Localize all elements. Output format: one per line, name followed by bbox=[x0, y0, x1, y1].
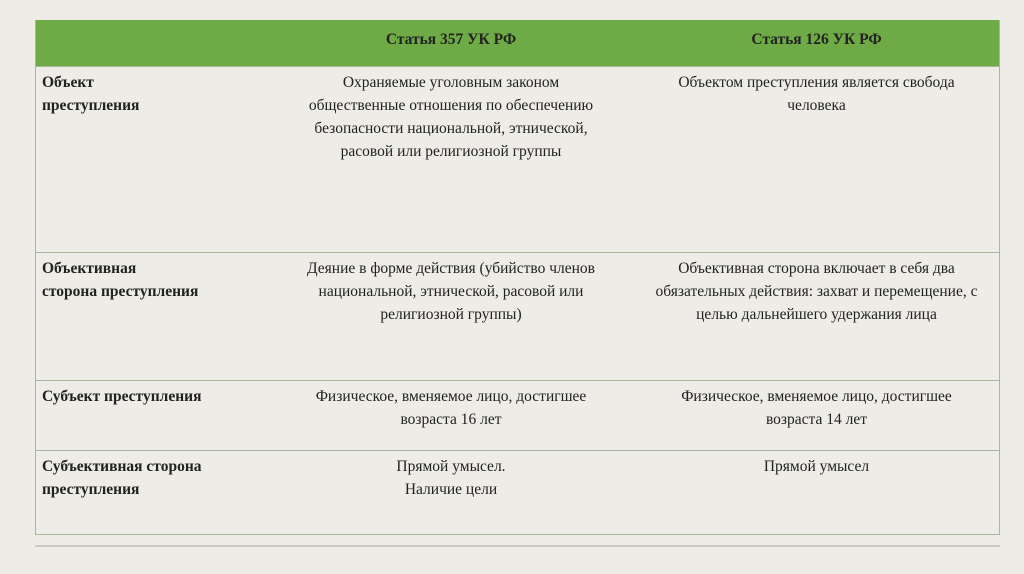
cell-text-line: Физическое, вменяемое лицо, достигшее bbox=[315, 388, 587, 405]
row-label-line: Объективная bbox=[42, 260, 137, 277]
row-label bbox=[36, 381, 268, 450]
cell-text-line: расовой или религиозной группы bbox=[340, 143, 562, 160]
row-label bbox=[36, 67, 268, 252]
cell-article-357 bbox=[268, 253, 634, 380]
row-label-line: Субъективная сторона bbox=[42, 458, 202, 475]
table-row-objective-side bbox=[36, 252, 999, 380]
cell-text-line: Наличие цели bbox=[404, 481, 498, 498]
cell-text-line: Деяние в форме действия (убийство членов bbox=[307, 260, 595, 277]
table-header-row bbox=[36, 20, 999, 66]
cell-text-line: национальной, этнической, расовой или bbox=[318, 283, 584, 300]
cell-text-line: безопасности национальной, этнической, bbox=[314, 120, 588, 137]
cell-article-126 bbox=[634, 381, 999, 450]
cell-text-line: Прямой умысел bbox=[763, 458, 870, 475]
cell-text-line: Охраняемые уголовным законом bbox=[342, 74, 560, 91]
table-row-subject bbox=[36, 380, 999, 450]
cell-text-line: возраста 16 лет bbox=[400, 411, 502, 428]
header-cell-article-126: Статья 126 УК РФ bbox=[751, 31, 882, 48]
row-label-line: Объект bbox=[42, 74, 94, 91]
cell-text-line: религиозной группы) bbox=[380, 306, 522, 323]
header-cell-article-357: Статья 357 УК РФ bbox=[385, 31, 517, 48]
cell-text-line: целью дальнейшего удержания лица bbox=[696, 306, 937, 323]
row-label-line: сторона преступления bbox=[42, 283, 199, 300]
cell-text-line: Физическое, вменяемое лицо, достигшее bbox=[681, 388, 952, 405]
cell-article-126 bbox=[634, 67, 999, 252]
row-label bbox=[36, 253, 268, 380]
cell-article-357 bbox=[268, 381, 634, 450]
cell-text-line: обязательных действия: захват и перемещение, с bbox=[655, 283, 978, 300]
cell-article-357 bbox=[268, 451, 634, 534]
cell-text-line: возраста 14 лет bbox=[765, 411, 868, 428]
cell-article-126 bbox=[634, 451, 999, 534]
row-label bbox=[36, 451, 268, 534]
header-cell-empty bbox=[36, 20, 268, 66]
cell-article-126 bbox=[634, 253, 999, 380]
table-row-object bbox=[36, 66, 999, 252]
comparison-table bbox=[35, 20, 1000, 535]
cell-article-357 bbox=[268, 67, 634, 252]
row-label-line: преступления bbox=[42, 97, 140, 114]
slide-divider bbox=[35, 545, 1000, 547]
table-row-subjective-side bbox=[36, 450, 999, 534]
row-label-line: Субъект преступления bbox=[42, 388, 202, 405]
cell-text-line: Объективная сторона включает в себя два bbox=[678, 260, 955, 277]
cell-text-line: Прямой умысел. bbox=[396, 458, 506, 475]
cell-text-line: общественные отношения по обеспечению bbox=[308, 97, 594, 114]
cell-text-line: Объектом преступления является свобода bbox=[678, 74, 955, 91]
cell-text-line: человека bbox=[787, 97, 846, 114]
row-label-line: преступления bbox=[42, 481, 140, 498]
